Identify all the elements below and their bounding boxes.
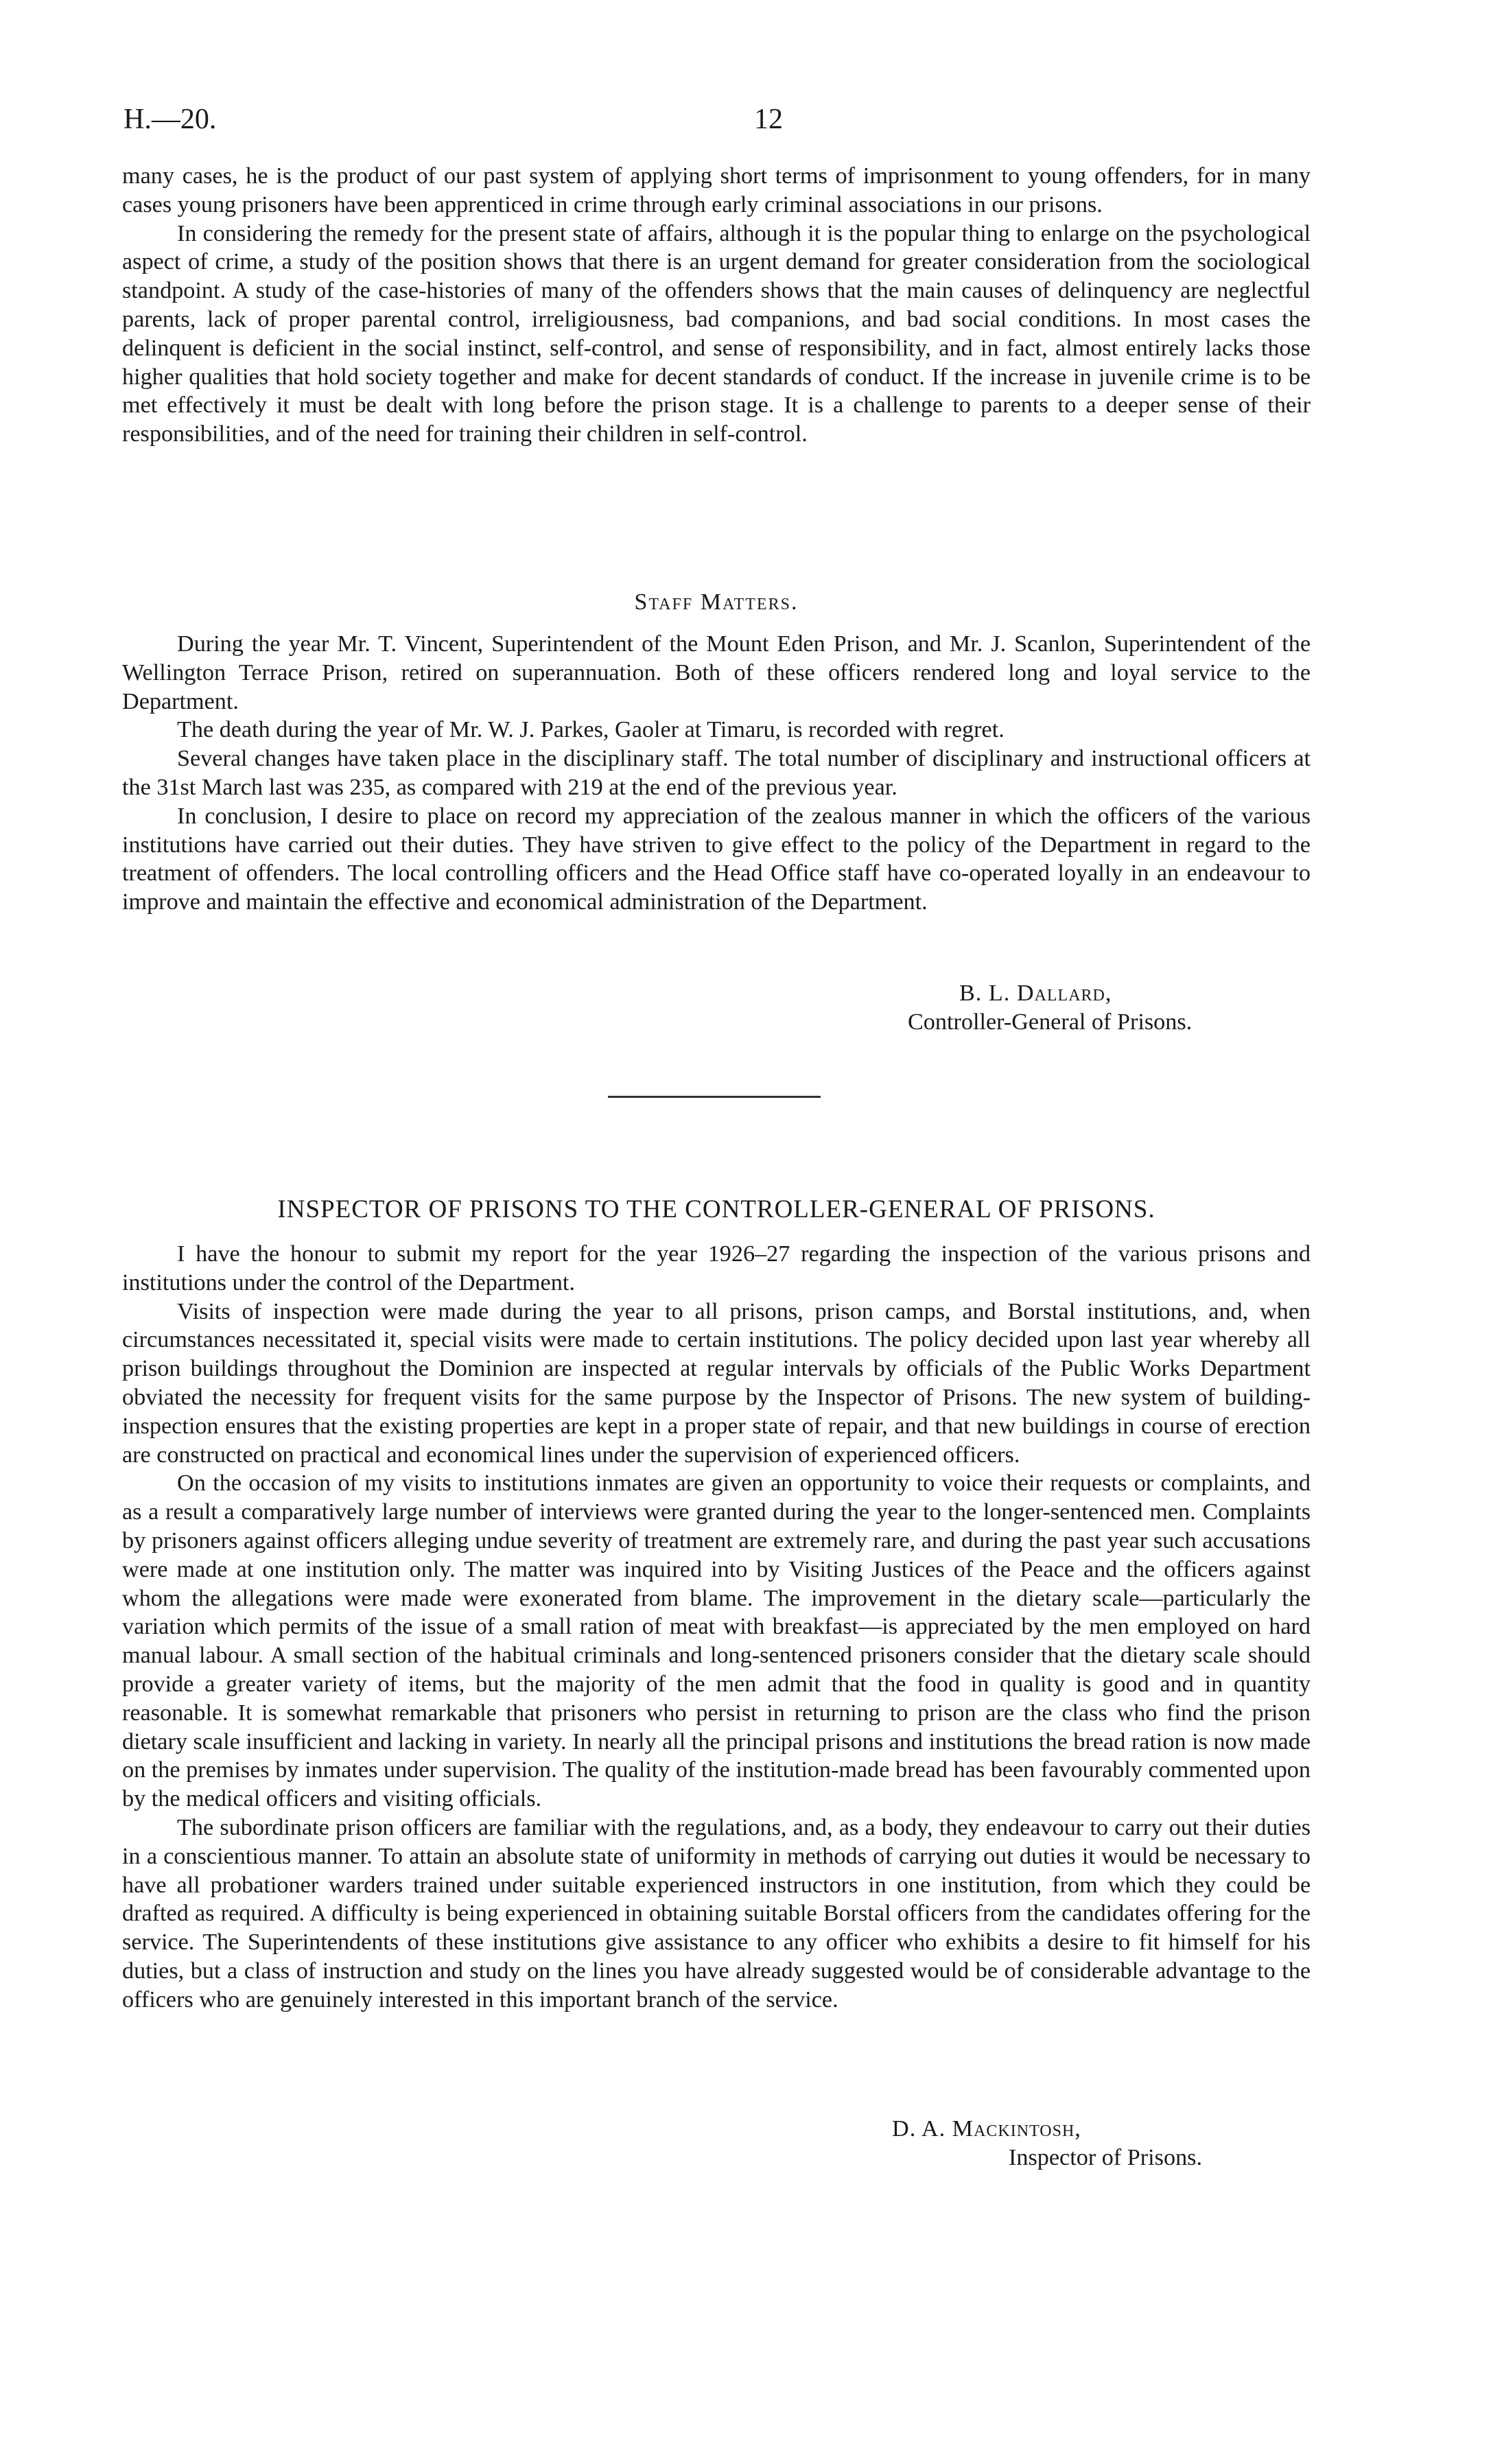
section-divider [608,1096,821,1098]
signatory-title: Inspector of Prisons. [1009,2144,1203,2170]
inspector-signature [892,2115,1202,2172]
signatory-name: B. L. Dallard, [959,981,1112,1006]
paragraph: Several changes have taken place in the disciplinary staff. The total number of disciplinary and instructional officers at the 31st March last was 235, as compared with 219 at the end of the previous year. [122,746,1311,800]
staff-matters-section [122,630,1311,917]
signatory-name: D. A. Mackintosh, [892,2116,1081,2142]
page-number: 12 [754,104,783,135]
paragraph: I have the honour to submit my report for the year 1926–27 regarding the inspection of the various prisons and institutions under the control of the Department. [122,1241,1311,1295]
paragraph: During the year Mr. T. Vincent, Superintendent of the Mount Eden Prison, and Mr. J. Scanlon, Superintendent of the Wellington Terrace Prison, retired on superannuation. Both of these officers rendered long and loyal service to the Department. [122,631,1311,714]
paragraph: On the occasion of my visits to institutions inmates are given an opportunity to voice their requests or complaints, and as a result a comparatively large number of interviews were granted during the year to the longer-sentenced men. Complaints by prisoners against officers alleging undue severity of treatment are extremely rare, and during the past year such accusations were made at one institution only. The matter was inquired into by Visiting Justices of the Peace and the officers against whom the allegations were made were exonerated from blame. The improvement in the dietary scale—particularly the variation which permits of the issue of a small ration of meat with breakfast—is appreciated by the men employed on hard manual labour. A small section of the habitual criminals and long-sentenced prisoners consider that the dietary scale should provide a greater variety of items, but the majority of the men admit that the food in quality is good and in quantity reasonable. It is somewhat remarkable that prisoners who persist in returning to prison are the class who find the prison dietary scale insufficient and lacking in variety. In nearly all the principal prisons and institutions the bread ration is now made on the premises by inmates under supervision. The quality of the institution-made bread has been favourably commented upon by the medical officers and visiting officials. [122,1470,1311,1812]
signatory-title: Controller-General of Prisons. [908,1009,1193,1035]
paragraph: The death during the year of Mr. W. J. Parkes, Gaoler at Timaru, is recorded with regret. [177,717,1005,743]
paragraph: In considering the remedy for the present state of affairs, although it is the popular thing to enlarge on the psychological aspect of crime, a study of the position shows that there is an urgent demand for greater consideration from the sociological standpoint. A study of the case-histories of many of the offenders shows that the main causes of delinquency are neglectful parents, lack of proper parental control, irreligiousness, bad companions, and bad social conditions. In most cases the delinquent is deficient in the social instinct, self-control, and sense of responsibility, and in fact, almost entirely lacks those higher qualities that hold society together and make for decent standards of conduct. If the increase in juvenile crime is to be met effectively it must be dealt with long before the prison stage. It is a challenge to parents to a deeper sense of their responsibilities, and of the need for training their children in self-control. [122,220,1311,447]
document-reference: H.—20. [124,104,217,135]
page-header [124,103,1331,144]
staff-matters-heading: Staff Matters. [634,589,799,615]
continued-text-section [122,162,1311,449]
paragraph: many cases, he is the product of our past system of applying short terms of imprisonment to young offenders, for in many cases young prisoners have been apprenticed in crime through early criminal associations in our prisons. [122,163,1311,218]
paragraph: In conclusion, I desire to place on record my appreciation of the zealous manner in which the officers of the various institutions have carried out their duties. They have striven to give effect to the policy of the Department in regard to the treatment of offenders. The local controlling officers and the Head Office staff have co-operated loyally in an endeavour to improve and maintain the effective and economical administration of the Department. [122,803,1311,915]
paragraph: The subordinate prison officers are familiar with the regulations, and, as a body, they endeavour to carry out their duties in a conscientious manner. To attain an absolute state of uniformity in methods of carrying out duties it would be necessary to have all probationer warders trained under suitable experienced instructors in one institution, from which they could be drafted as required. A difficulty is being experienced in obtaining suitable Borstal officers from the candidates offering for the service. The Superintendents of these institutions give assistance to any officer who exhibits a desire to fit himself for his duties, but a class of instruction and study on the lines you have already suggested would be of considerable advantage to the officers who are genuinely interested in this important branch of the service. [122,1814,1311,2013]
paragraph: Visits of inspection were made during the year to all prisons, prison camps, and Borstal institutions, and, when circumstances necessitated it, special visits were made to certain institutions. The policy decided upon last year whereby all prison buildings throughout the Dominion are inspected at regular intervals by officials of the Public Works Department obviated the necessity for frequent visits for the same purpose by the Inspector of Prisons. The new system of building-inspection ensures that the existing properties are kept in a proper state of repair, and that new buildings in course of erection are constructed on practical and economical lines under the supervision of experienced officers. [122,1298,1311,1468]
inspector-report-heading: INSPECTOR OF PRISONS TO THE CONTROLLER-GENERAL OF PRISONS. [277,1195,1155,1223]
controller-signature [908,979,1193,1037]
inspector-report-section [122,1240,1311,2015]
